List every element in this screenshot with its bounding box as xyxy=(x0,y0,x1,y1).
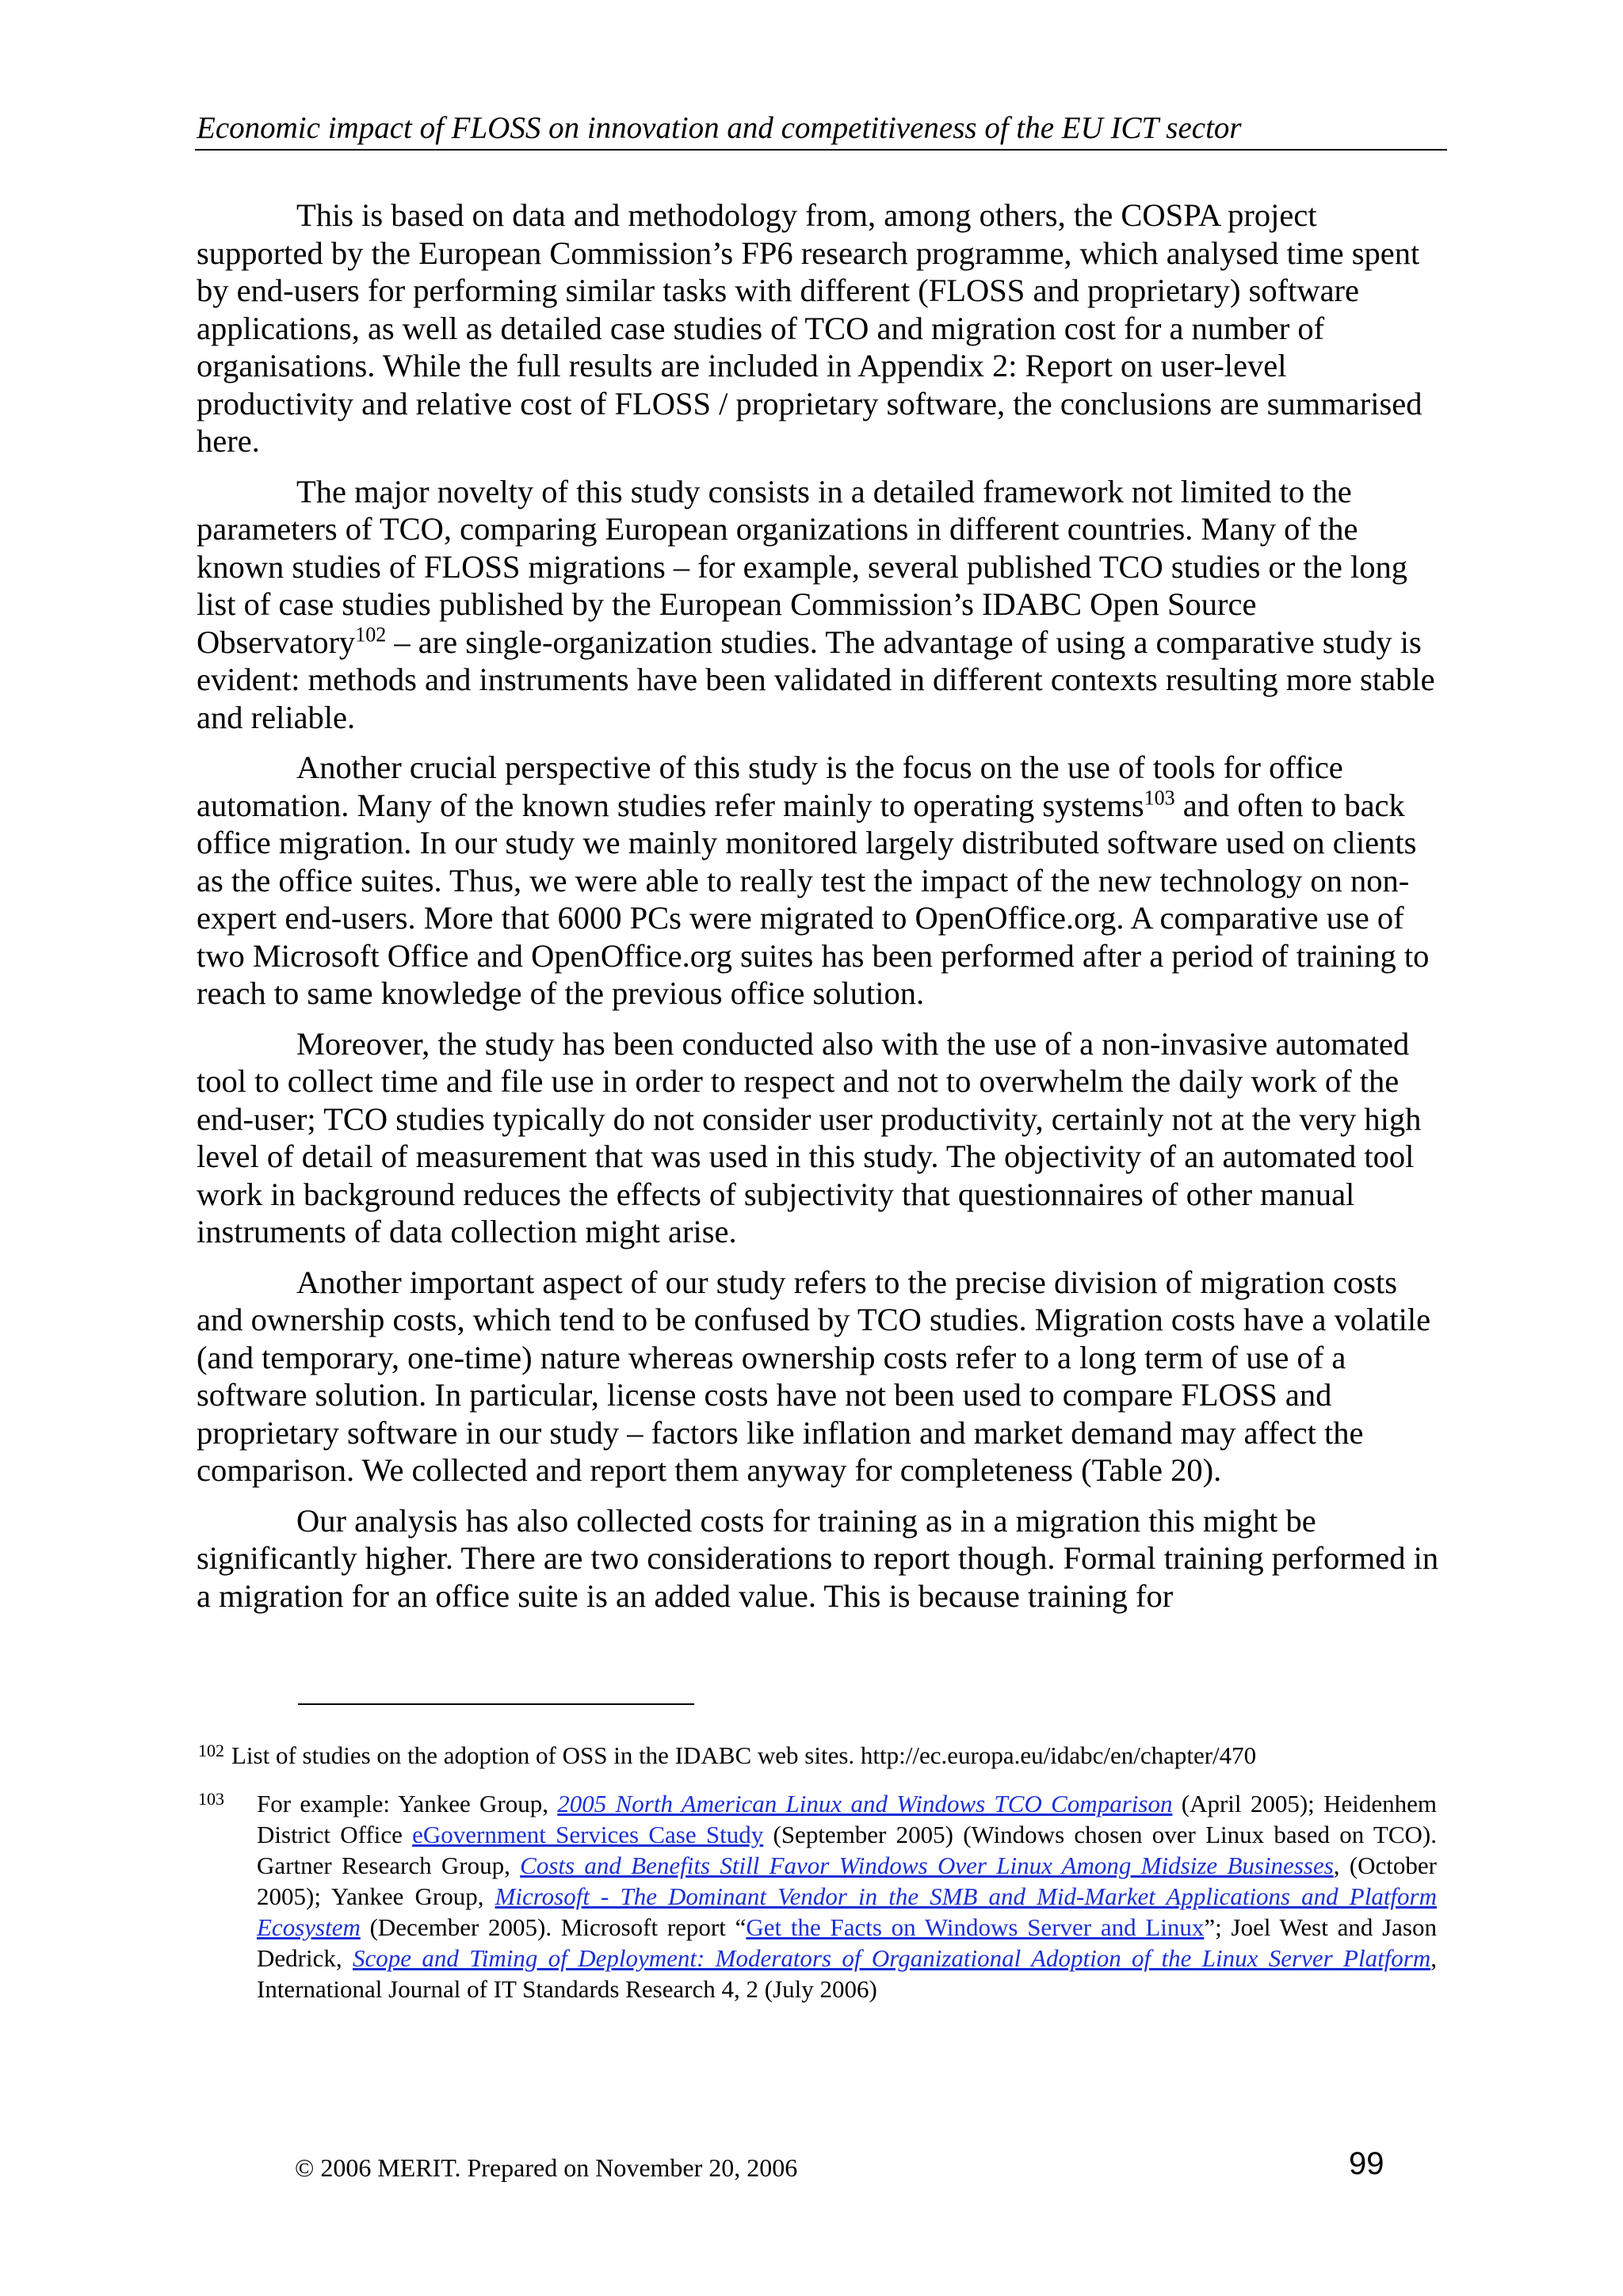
footnote-text: , (October 2005); Yankee Group, xyxy=(257,1852,1438,1910)
paragraph-2-text-a: The major novelty of this study consists in a detailed framework not limited to the parameters of TCO, comparing European organizations in different countries. Many of the known studies of FLOSS migrations – for example, several published TCO studies or the long list of case studies published by the European Commission’s IDABC Open Source Observatory xyxy=(197,473,1407,660)
header-rule xyxy=(195,149,1447,151)
paragraph-5: Another important aspect of our study refers to the precise division of migration costs and ownership costs, which tend to be confused by TCO studies. Migration costs have a volatile (and temporary, one-time) nature whereas ownership costs refer to a long term of use of a software solution. In particular, license costs have not been used to compare FLOSS and proprietary software in our study – factors like inflation and market demand may affect the comparison. We collected and report them anyway for completeness (Table 20). xyxy=(197,1264,1431,1488)
footnote-text: , International Journal of IT Standards Research 4, 2 (July 2006) xyxy=(257,1944,1437,2003)
paragraph-6: Our analysis has also collected costs for training as in a migration this might be significantly higher. There are two considerations to report though. Formal training performed in a migration for an office suite is an added value. This is because training for xyxy=(197,1502,1439,1614)
page-number: 99 xyxy=(1349,2146,1384,2181)
footnote-text: ”; Joel West and Jason Dedrick, xyxy=(257,1913,1437,1972)
link-yankee-tco-comparison[interactable]: 2005 North American Linux and Windows TCO Comparison xyxy=(557,1790,1173,1817)
paragraph-2 xyxy=(197,473,1445,737)
paragraph-3-text-b: and often to back office migration. In our study we mainly monitored largely distributed software used on clients as the office suites. Thus, we were able to really test the impact of the new technology on non-expert end-users. More that 6000 PCs were migrated to OpenOffice.org. A comparative use of two Microsoft Office and OpenOffice.org suites has been performed after a period of training to reach to same knowledge of the previous office solution. xyxy=(197,787,1430,1011)
footnote-text: For example: Yankee Group, xyxy=(257,1790,558,1817)
footnote-number: 103 xyxy=(198,1789,224,1809)
footnote-text: (September 2005) (Windows chosen over Linux based on TCO). Gartner Research Group, xyxy=(257,1821,1437,1879)
footnote-ref-103[interactable]: 103 xyxy=(1144,786,1175,809)
page-footer-copyright: © 2006 MERIT. Prepared on November 20, 2006 xyxy=(295,2153,798,2182)
paragraph-2-text-b: – are single-organization studies. The advantage of using a comparative study is evident: methods and instruments have been validated in different contexts resulting more stable and reliable. xyxy=(197,624,1435,735)
body-text xyxy=(197,196,1445,1627)
link-yankee-microsoft-smb[interactable]: Microsoft - The Dominant Vendor in the SMB and Mid-Market Applications and Platform Ecosystem xyxy=(257,1882,1437,1941)
footnote-text: (December 2005). Microsoft report “ xyxy=(360,1913,747,1941)
footnote-103 xyxy=(197,1788,1437,2004)
paragraph-4: Moreover, the study has been conducted also with the use of a non-invasive automated tool to collect time and file use in order to respect and not to overwhelm the daily work of the end-user; TCO studies typically do not consider user productivity, certainly not at the very high level of detail of measurement that was used in this study. The objectivity of an automated tool work in background reduces the effects of subjectivity that questionnaires of other manual instruments of data collection might arise. xyxy=(197,1025,1422,1249)
footnote-ref-102[interactable]: 102 xyxy=(355,623,387,646)
link-gartner-costs-benefits[interactable]: Costs and Benefits Still Favor Windows Over Linux Among Midsize Businesses xyxy=(520,1852,1334,1879)
footnote-102 xyxy=(197,1740,1437,1771)
paragraph-3-text-a: Another crucial perspective of this study is the focus on the use of tools for office automation. Many of the known studies refer mainly to operating systems xyxy=(197,749,1343,823)
footnote-number: 102 xyxy=(198,1741,224,1760)
paragraph-3 xyxy=(197,749,1445,1013)
paragraph-1: This is based on data and methodology from, among others, the COSPA project supported by the European Commission’s FP6 research programme, which analysed time spent by end-users for performing similar tasks with different (FLOSS and proprietary) software applications, as well as detailed case studies of TCO and migration cost for a number of organisations. While the full results are included in Appendix 2: Report on user-level productivity and relative cost of FLOSS / proprietary software, the conclusions are summarised here. xyxy=(197,197,1423,459)
footnote-separator xyxy=(298,1703,694,1705)
footnote-text: List of studies on the adoption of OSS in the IDABC web sites. http://ec.europa.eu/idabc/en/chapter/470 xyxy=(231,1741,1257,1769)
footnotes xyxy=(197,1740,1437,2022)
footnote-text: (April 2005); Heidenhem District Office xyxy=(257,1790,1437,1848)
running-header: Economic impact of FLOSS on innovation and competitiveness of the EU ICT sector xyxy=(197,111,1242,145)
link-egovernment-case-study[interactable]: eGovernment Services Case Study xyxy=(412,1821,764,1848)
link-scope-timing-deployment[interactable]: Scope and Timing of Deployment: Moderators of Organizational Adoption of the Linux Server Platform xyxy=(352,1944,1431,1972)
link-get-the-facts[interactable]: Get the Facts on Windows Server and Linux xyxy=(746,1913,1205,1941)
